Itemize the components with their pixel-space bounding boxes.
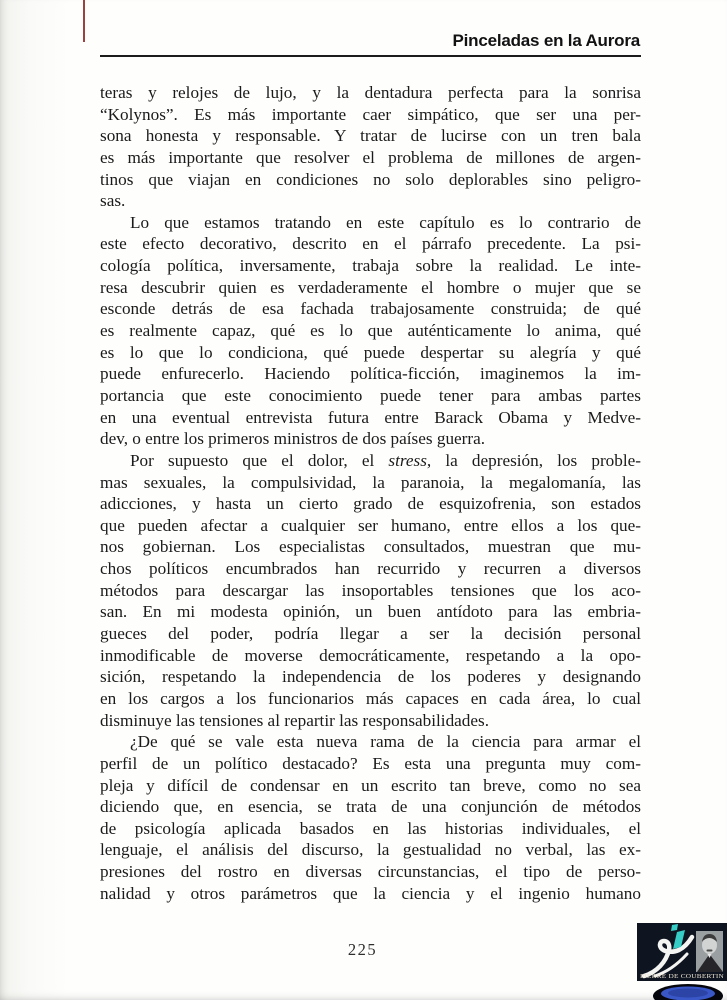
text-line: “Kolynos”. Es más importante caer simpático, que ser una per- — [100, 104, 641, 124]
body-text — [100, 82, 641, 904]
text-line: sición, respetando la independencia de los poderes y designando — [100, 667, 641, 687]
text-line: san. En mi modesta opinión, un buen antídoto para las embria- — [100, 602, 641, 622]
text-line: en una eventual entrevista futura entre Barack Obama y Medve- — [100, 407, 641, 427]
text-line: Lo que estamos tratando en este capítulo es lo contrario de — [130, 212, 641, 232]
text-line: diciendo que, en esencia, se trata de una conjunción de métodos — [100, 797, 641, 817]
paragraph — [100, 212, 641, 450]
text-line: es más importante que resolver el problema de millones de argen- — [100, 147, 641, 167]
text-line: tinos que viajan en condiciones no solo deplorables sino peligro- — [100, 169, 641, 189]
text-line: es realmente capaz, qué es lo que auténticamente lo anima, qué — [100, 321, 641, 341]
text-line: disminuye las tensiones al repartir las responsabilidades. — [100, 710, 490, 730]
text-line: dev, o entre los primeros ministros de dos países guerra. — [100, 429, 486, 449]
text-line: que pueden afectar a cualquier ser humano, entre ellos a los que- — [100, 515, 641, 535]
paragraph — [100, 731, 641, 904]
text-line: sona honesta y responsable. Y tratar de lucirse con un tren bala — [100, 126, 641, 146]
text-line: este efecto decorativo, descrito en el párrafo precedente. La psi- — [100, 234, 641, 254]
text-line: chos políticos encumbrados han recurrido y recurren a diversos — [100, 559, 641, 579]
text-line: de psicología aplicada basados en las historias individuales, el — [100, 818, 641, 838]
text-line: resa descubrir quien es verdaderamente el hombre o mujer que se — [100, 277, 641, 297]
text-line: sas. — [100, 191, 126, 211]
text-line: puede enfurecerlo. Haciendo política-ficción, imaginemos la im- — [100, 364, 641, 384]
text-line: en los cargos a los funcionarios más capaces en cada área, lo cual — [100, 688, 641, 708]
paragraph — [100, 82, 641, 212]
text-line: lenguaje, el análisis del discurso, la gestualidad no verbal, las ex- — [100, 840, 641, 860]
coubertin-logo-image — [637, 923, 727, 1000]
logo-caption: PIERRE DE COUBERTIN — [640, 973, 725, 980]
text-line: gueces del poder, podría llegar a ser la decisión personal — [100, 624, 641, 644]
coubertin-portrait — [696, 931, 723, 972]
paragraph — [100, 450, 641, 731]
text-line: nos gobiernan. Los especialistas consultados, muestran que mu- — [100, 537, 641, 557]
text-line: teras y relojes de lujo, y la dentadura perfecta para la sonrisa — [100, 83, 641, 102]
text-line: inmodificable de moverse democráticamente, respetando a la opo- — [100, 645, 641, 665]
text-line: portancia que este conocimiento puede tener para ambas partes — [100, 385, 641, 405]
text-line: esconde detrás de esa fachada trabajosamente construida; de qué — [100, 299, 641, 319]
text-line: pleja y difícil de condensar en un escrito tan breve, como no sea — [100, 775, 641, 795]
text-line: cología política, inversamente, trabaja sobre la realidad. Le inte- — [100, 256, 641, 276]
page-number: 225 — [347, 940, 378, 959]
logo-inkwell — [653, 984, 723, 1000]
text-line: presiones del rostro en diversas circunstancias, el tipo de perso- — [100, 862, 641, 882]
text-line: es lo que lo condiciona, qué puede despertar su alegría y qué — [100, 342, 641, 362]
coubertin-logo — [637, 923, 727, 1000]
scan-artifact-mark — [83, 0, 85, 42]
text-line: perfil de un político destacado? Es esta una pregunta muy com- — [100, 753, 641, 773]
text-line: nalidad y otros parámetros que la ciencia y el ingenio humano — [100, 883, 641, 903]
text-line: ¿De qué se vale esta nueva rama de la ciencia para armar el — [130, 732, 641, 752]
text-line: Por supuesto que el dolor, el stress, la depresión, los proble- — [130, 450, 641, 470]
teal-dot — [671, 924, 678, 931]
text-line: métodos para descargar las insoportables tensiones que los aco- — [100, 580, 641, 600]
header-rule — [100, 55, 641, 57]
running-header-title: Pinceladas en la Aurora — [452, 31, 640, 50]
text-line: adicciones, y hasta un cierto grado de esquizofrenia, son estados — [100, 494, 641, 514]
text-line: mas sexuales, la compulsividad, la paranoia, la megalomanía, las — [100, 472, 641, 492]
